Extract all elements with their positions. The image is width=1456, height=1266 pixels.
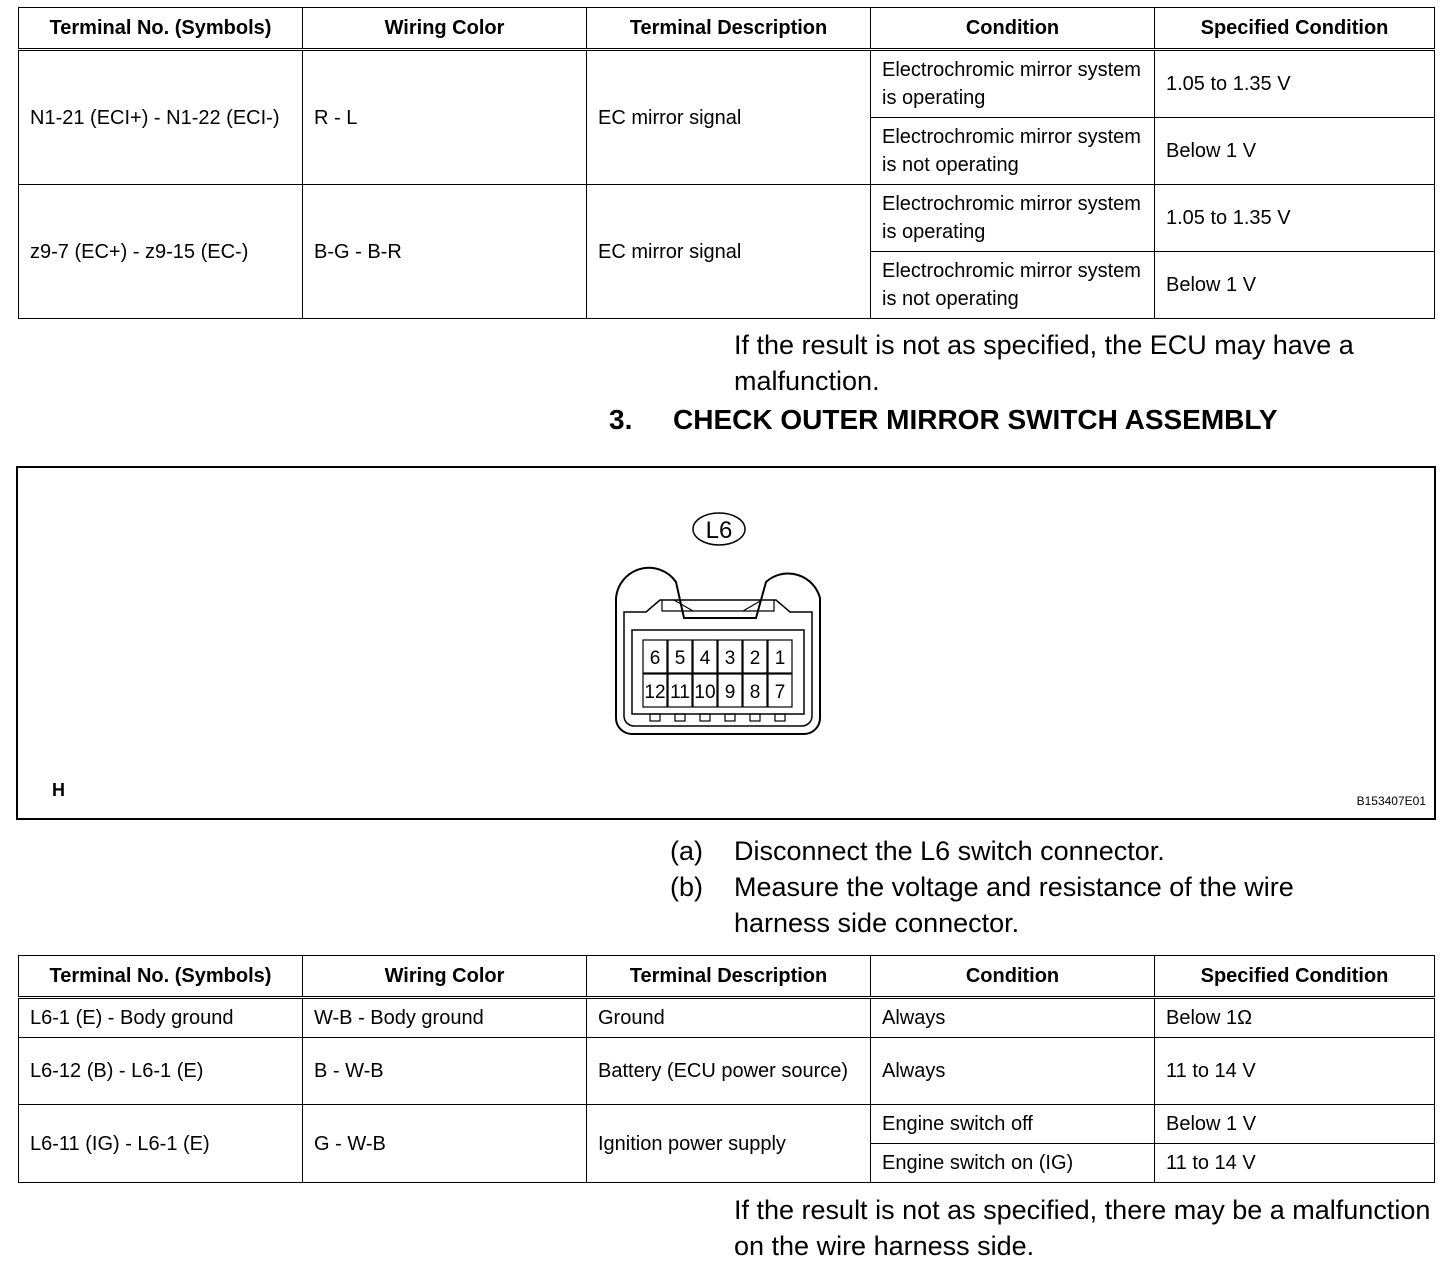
terminal-cell: L6-1 (E) - Body ground xyxy=(19,998,303,1038)
condition-cell: Always xyxy=(871,998,1155,1038)
figure-code: B153407E01 xyxy=(1356,794,1426,808)
table-row xyxy=(19,1105,1435,1144)
pin-number: 8 xyxy=(749,682,761,703)
terminal-cell: L6-12 (B) - L6-1 (E) xyxy=(19,1038,303,1105)
wiring-cell: B-G - B-R xyxy=(303,185,587,319)
header-specified: Specified Condition xyxy=(1155,956,1435,998)
condition-cell: Engine switch on (IG) xyxy=(871,1144,1155,1183)
pin-number: 6 xyxy=(649,648,661,669)
pin-number: 1 xyxy=(774,648,786,669)
wiring-cell: W-B - Body ground xyxy=(303,998,587,1038)
header-condition: Condition xyxy=(871,8,1155,50)
header-description: Terminal Description xyxy=(587,956,871,998)
header-terminal: Terminal No. (Symbols) xyxy=(19,8,303,50)
table-row xyxy=(19,50,1435,118)
step-text: Disconnect the L6 switch connector. xyxy=(734,836,1165,866)
terminal-cell: L6-11 (IG) - L6-1 (E) xyxy=(19,1105,303,1183)
condition-cell: Always xyxy=(871,1038,1155,1105)
pin-numbers xyxy=(644,648,785,703)
description-cell: EC mirror signal xyxy=(587,50,871,185)
step-label: (a) xyxy=(670,836,703,866)
connector-latch xyxy=(662,600,774,611)
description-cell: Ignition power supply xyxy=(587,1105,871,1183)
header-condition: Condition xyxy=(871,956,1155,998)
wiring-cell: B - W-B xyxy=(303,1038,587,1105)
wire-harness-malfunction-note: If the result is not as specified, there may be a malfunction on the wire harness side. xyxy=(734,1195,1431,1261)
connector-figure xyxy=(16,466,1436,820)
ecu-malfunction-note: If the result is not as specified, the ECU may have a malfunction. xyxy=(734,330,1354,396)
header-wiring: Wiring Color xyxy=(303,956,587,998)
table-header-row xyxy=(19,8,1435,50)
specified-cell: Below 1 V xyxy=(1155,252,1435,319)
table-header-row xyxy=(19,956,1435,998)
connector-bottom-tabs xyxy=(650,714,785,721)
section-heading xyxy=(609,404,1278,436)
specified-cell: 11 to 14 V xyxy=(1155,1038,1435,1105)
terminal-cell: z9-7 (EC+) - z9-15 (EC-) xyxy=(19,185,303,319)
specified-cell: Below 1 V xyxy=(1155,118,1435,185)
description-cell: Ground xyxy=(587,998,871,1038)
step-text: Measure the voltage and resistance of the wire harness side connector. xyxy=(734,872,1294,938)
table-row xyxy=(19,998,1435,1038)
specified-cell: Below 1 V xyxy=(1155,1105,1435,1144)
description-cell: EC mirror signal xyxy=(587,185,871,319)
step-label: (b) xyxy=(670,872,703,902)
figure-corner-letter: H xyxy=(52,780,65,800)
table-row xyxy=(19,1038,1435,1105)
header-description: Terminal Description xyxy=(587,8,871,50)
specified-cell: 1.05 to 1.35 V xyxy=(1155,185,1435,252)
header-terminal: Terminal No. (Symbols) xyxy=(19,956,303,998)
ec-mirror-signal-table xyxy=(18,7,1435,319)
pin-number: 5 xyxy=(674,648,686,669)
pin-number: 10 xyxy=(694,682,716,703)
l6-connector-diagram xyxy=(598,508,858,748)
wiring-cell: R - L xyxy=(303,50,587,185)
pin-number: 9 xyxy=(724,682,736,703)
terminal-cell: N1-21 (ECI+) - N1-22 (ECI-) xyxy=(19,50,303,185)
condition-cell: Electrochromic mirror system is operating xyxy=(871,50,1155,118)
specified-cell: 11 to 14 V xyxy=(1155,1144,1435,1183)
latch-lines xyxy=(674,600,762,611)
pin-number: 2 xyxy=(749,648,761,669)
condition-cell: Electrochromic mirror system is not operating xyxy=(871,118,1155,185)
pin-number: 11 xyxy=(670,682,690,703)
wiring-cell: G - W-B xyxy=(303,1105,587,1183)
header-wiring: Wiring Color xyxy=(303,8,587,50)
pin-number: 4 xyxy=(699,648,711,669)
step-b xyxy=(670,869,1390,941)
description-cell: Battery (ECU power source) xyxy=(587,1038,871,1105)
pin-number: 7 xyxy=(774,682,786,703)
condition-cell: Electrochromic mirror system is not operating xyxy=(871,252,1155,319)
specified-cell: Below 1Ω xyxy=(1155,998,1435,1038)
specified-cell: 1.05 to 1.35 V xyxy=(1155,50,1435,118)
table-row xyxy=(19,185,1435,252)
section-number: 3. xyxy=(609,404,633,435)
condition-cell: Engine switch off xyxy=(871,1105,1155,1144)
pin-number: 12 xyxy=(644,682,666,703)
pin-number: 3 xyxy=(724,648,736,669)
section-title: CHECK OUTER MIRROR SWITCH ASSEMBLY xyxy=(673,404,1278,435)
connector-label: L6 xyxy=(705,517,733,544)
condition-cell: Electrochromic mirror system is operating xyxy=(871,185,1155,252)
header-specified: Specified Condition xyxy=(1155,8,1435,50)
l6-connector-check-table xyxy=(18,955,1435,1183)
step-a xyxy=(670,833,1390,869)
